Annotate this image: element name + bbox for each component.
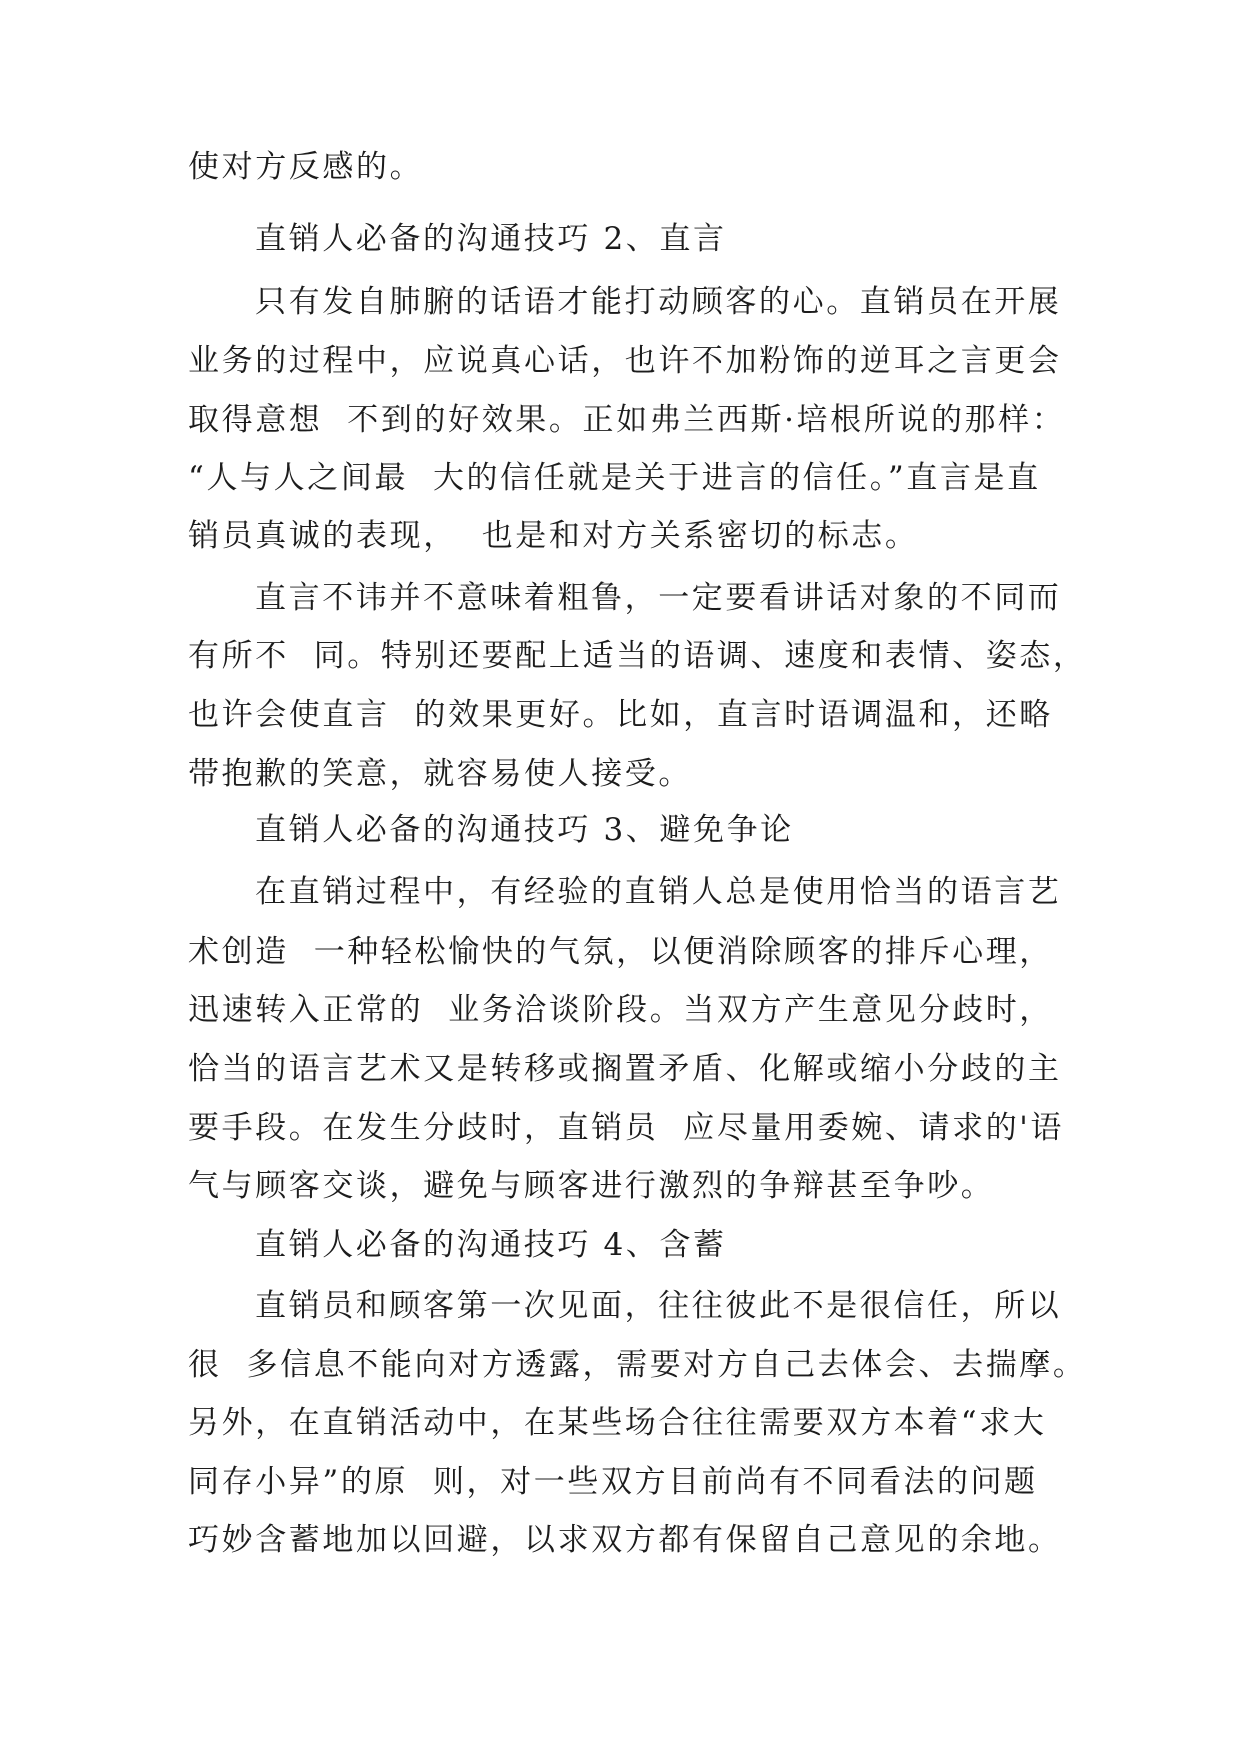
text-line-9: 有所不 同。特别还要配上适当的语调、速度和表情、姿态，	[188, 638, 1087, 674]
section-heading-4: 直销人必备的沟通技巧 4、含蓄	[255, 1227, 727, 1263]
text-line-15: 迅速转入正常的 业务洽谈阶段。当双方产生意见分歧时，	[188, 992, 1053, 1028]
section-heading-2: 直销人必备的沟通技巧 2、直言	[255, 221, 727, 257]
text-line-7: 销员真诚的表现， 也是和对方关系密切的标志。	[188, 518, 919, 554]
text-line-18: 气与顾客交谈，避免与顾客进行激烈的争辩甚至争吵。	[188, 1168, 995, 1204]
text-line-17: 要手段。在发生分歧时，直销员 应尽量用委婉、请求的'语	[188, 1110, 1065, 1146]
text-line-1: 使对方反感的。	[188, 149, 424, 185]
text-line-3: 只有发自肺腑的话语才能打动顾客的心。直销员在开展	[255, 284, 1062, 320]
text-line-24: 巧妙含蓄地加以回避，以求双方都有保留自己意见的余地。	[188, 1522, 1062, 1558]
text-line-4: 业务的过程中，应说真心话，也许不加粉饰的逆耳之言更会	[188, 343, 1062, 379]
text-line-14: 术创造 一种轻松愉快的气氛，以便消除顾客的排斥心理，	[188, 934, 1053, 970]
text-line-11: 带抱歉的笑意，就容易使人接受。	[188, 756, 692, 792]
text-line-13: 在直销过程中，有经验的直销人总是使用恰当的语言艺	[255, 874, 1062, 910]
section-heading-3: 直销人必备的沟通技巧 3、避免争论	[255, 812, 794, 848]
text-line-5: 取得意想 不到的好效果。正如弗兰西斯·培根所说的那样：	[188, 402, 1066, 438]
text-line-21: 很 多信息不能向对方透露，需要对方自己去体会、去揣摩。	[188, 1347, 1087, 1383]
text-line-16: 恰当的语言艺术又是转移或搁置矛盾、化解或缩小分歧的主	[188, 1051, 1062, 1087]
text-line-10: 也许会使直言 的效果更好。比如，直言时语调温和，还略	[188, 697, 1053, 733]
text-line-20: 直销员和顾客第一次见面，往往彼此不是很信任，所以	[255, 1288, 1062, 1324]
text-line-22: 另外，在直销活动中，在某些场合往往需要双方本着“求大	[188, 1405, 1047, 1441]
text-line-8: 直言不讳并不意味着粗鲁，一定要看讲话对象的不同而	[255, 580, 1062, 616]
text-line-23: 同存小异”的原 则，对一些双方目前尚有不同看法的问题	[188, 1464, 1038, 1500]
text-line-6: “人与人之间最 大的信任就是关于进言的信任。”直言是直	[188, 460, 1041, 496]
